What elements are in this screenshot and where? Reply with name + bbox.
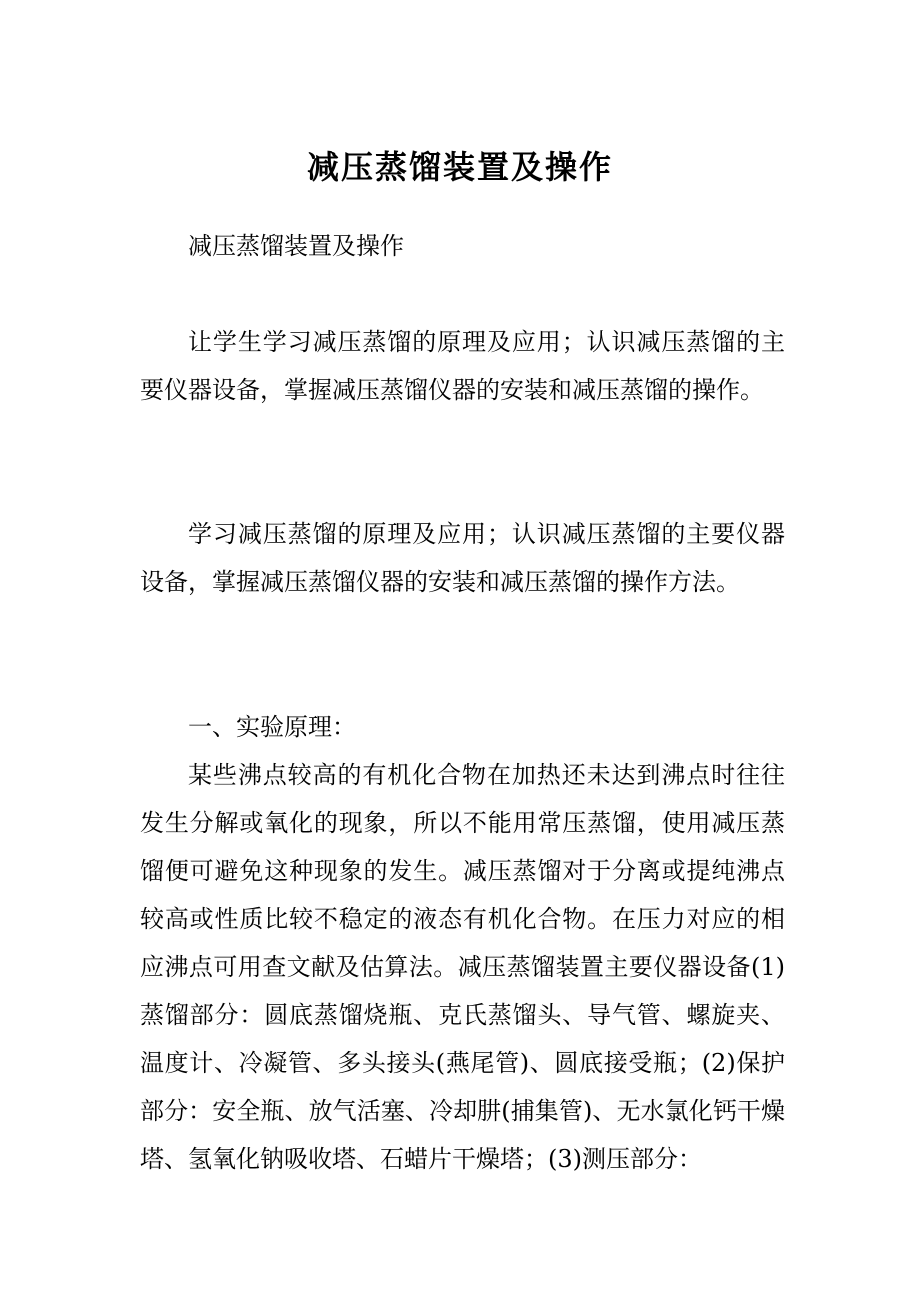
objective-paragraph: 让学生学习减压蒸馏的原理及应用；认识减压蒸馏的主要仪器设备，掌握减压蒸馏仪器的安装和减压蒸馏的操作。 <box>140 328 785 404</box>
purpose-paragraph: 学习减压蒸馏的原理及应用；认识减压蒸馏的主要仪器设备，掌握减压蒸馏仪器的安装和减压蒸馏的操作方法。 <box>140 520 785 596</box>
principle-paragraph: 某些沸点较高的有机化合物在加热还未达到沸点时往往发生分解或氧化的现象，所以不能用常压蒸馏，使用减压蒸馏便可避免这种现象的发生。减压蒸馏对于分离或提纯沸点较高或性质比较不稳定的液态有机化合物。在压力对应的相应沸点可用查文献及估算法。减压蒸馏装置主要仪器设备(1)蒸馏部分：圆底蒸馏烧瓶、克氏蒸馏头、导气管、螺旋夹、温度计、冷凝管、多头接头(燕尾管)、圆底接受瓶；(2)保护部分：安全瓶、放气活塞、冷却肼(捕集管)、无水氯化钙干燥塔、氢氧化钠吸收塔、石蜡片干燥塔；(3)测压部分： <box>140 761 785 1173</box>
document-title: 减压蒸馏装置及操作 <box>306 148 613 186</box>
section-heading-principle: 一、实验原理： <box>188 713 356 741</box>
document-subtitle: 减压蒸馏装置及操作 <box>188 232 404 260</box>
